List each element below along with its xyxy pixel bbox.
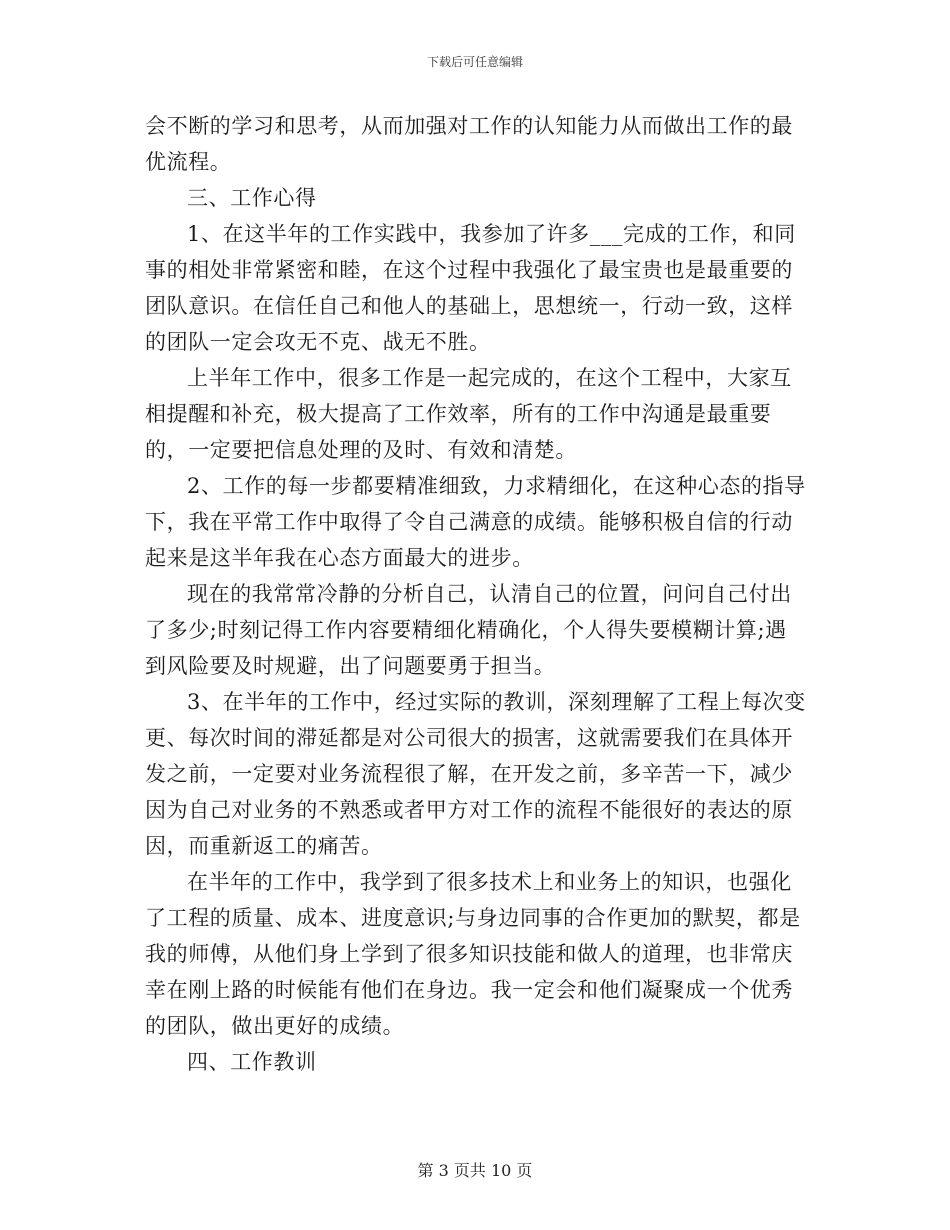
paragraph: 1、在这半年的工作实践中，我参加了许多___完成的工作，和同事的相处非常紧密和睦，在这个过程中我强化了最宝贵也是最重要的团队意识。在信任自己和他人的基础上，思想统一，行动一致，这样的团队一定会攻无不克、战无不胜。 bbox=[145, 222, 796, 354]
section-heading: 三、工作心得 bbox=[187, 186, 317, 210]
section-heading: 四、工作教训 bbox=[187, 1050, 317, 1074]
page-number: 第 3 页共 10 页 bbox=[417, 1161, 533, 1180]
paragraph: 上半年工作中，很多工作是一起完成的，在这个工程中，大家互相提醒和补充，极大提高了工作效率，所有的工作中沟通是最重要的，一定要把信息处理的及时、有效和清楚。 bbox=[145, 366, 792, 462]
paragraph: 会不断的学习和思考，从而加强对工作的认知能力从而做出工作的最优流程。 bbox=[145, 114, 793, 174]
document-body bbox=[145, 108, 807, 1080]
page-header: 下载后可任意编辑 bbox=[426, 55, 523, 69]
paragraph: 现在的我常常冷静的分析自己，认清自己的位置，问问自己付出了多少;时刻记得工作内容要精细化精确化，个人得失要模糊计算;遇到风险要及时规避，出了问题要勇于担当。 bbox=[145, 582, 792, 678]
paragraph: 在半年的工作中，我学到了很多技术上和业务上的知识，也强化了工程的质量、成本、进度意识;与身边同事的合作更加的默契，都是我的师傅，从他们身上学到了很多知识技能和做人的道理，也非常庆幸在刚上路的时候能有他们在身边。我一定会和他们凝聚成一个优秀的团队，做出更好的成绩。 bbox=[145, 870, 801, 1038]
paragraph: 2、工作的每一步都要精准细致，力求精细化，在这种心态的指导下，我在平常工作中取得了令自己满意的成绩。能够积极自信的行动起来是这半年我在心态方面最大的进步。 bbox=[145, 474, 806, 570]
paragraph: 3、在半年的工作中，经过实际的教训，深刻理解了工程上每次变更、每次时间的滞延都是对公司很大的损害，这就需要我们在具体开发之前，一定要对业务流程很了解，在开发之前，多辛苦一下，减少因为自己对业务的不熟悉或者甲方对工作的流程不能很好的表达的原因，而重新返工的痛苦。 bbox=[145, 690, 806, 858]
